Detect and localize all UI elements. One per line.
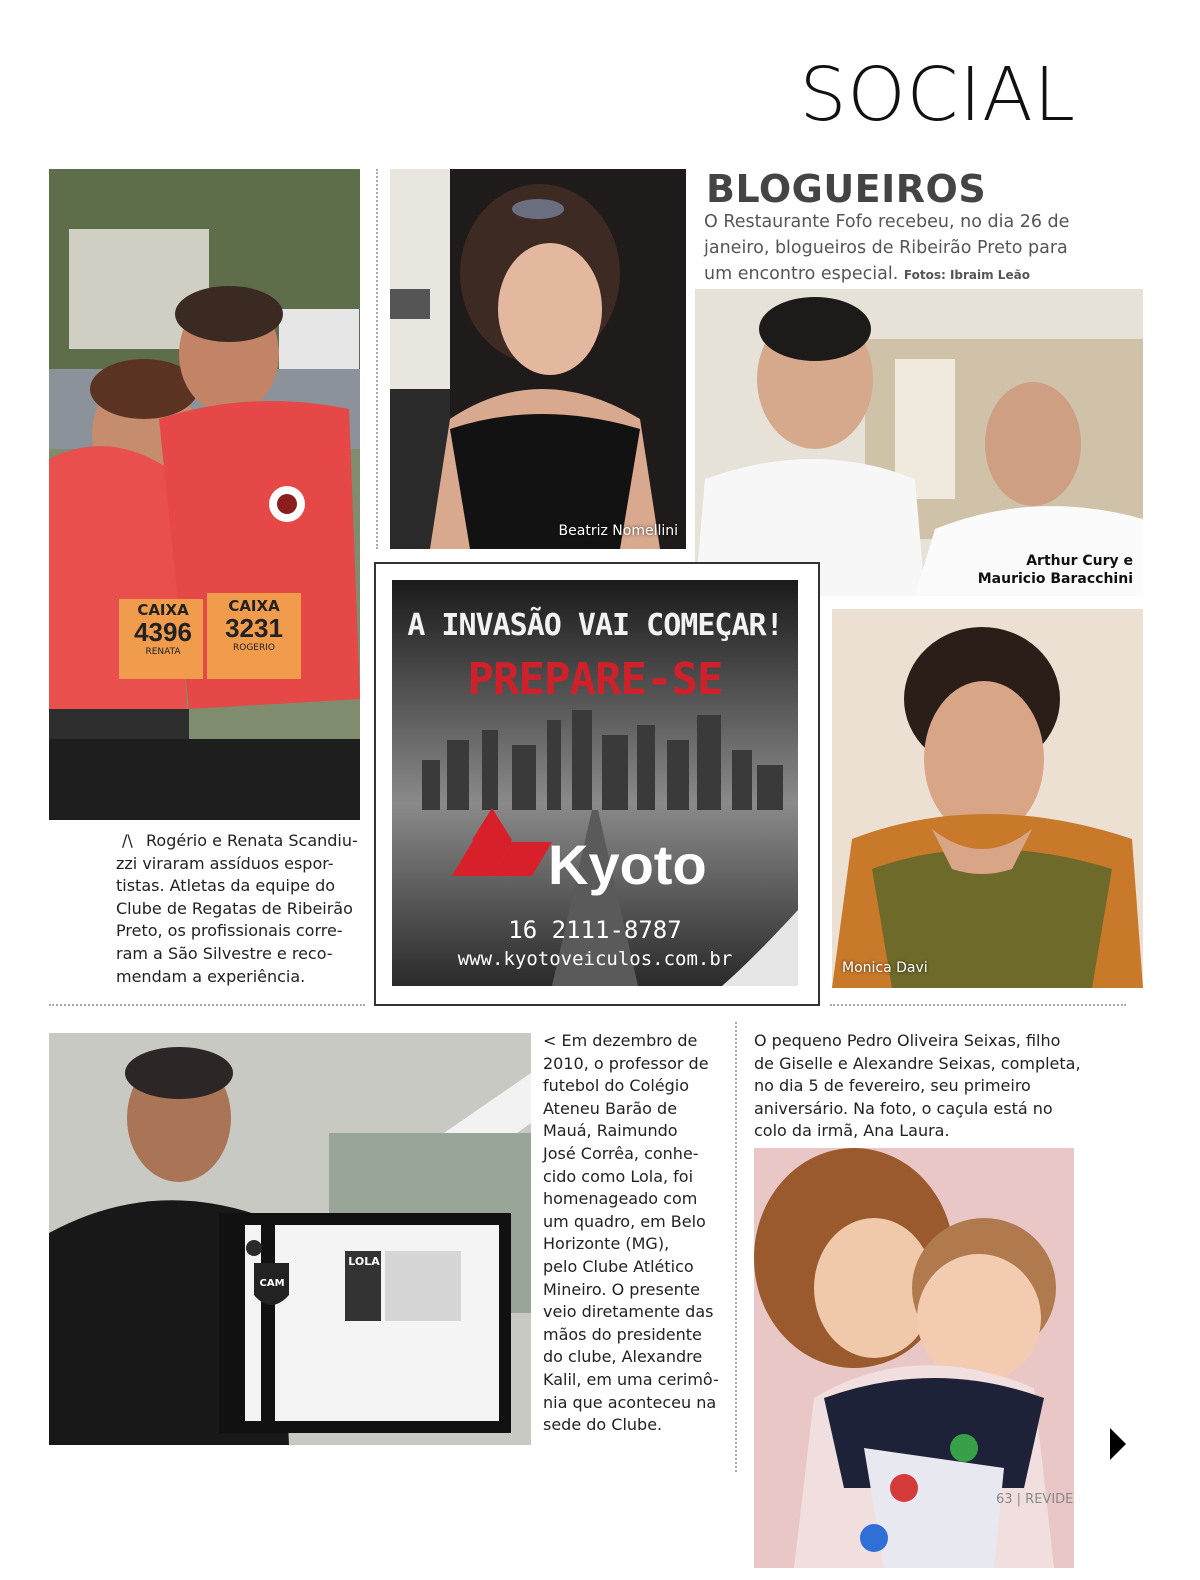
bib-number-2: 3231 bbox=[225, 613, 283, 643]
runners-caption-line: tistas. Atletas da equipe do bbox=[116, 876, 336, 896]
runners-caption-line: Preto, os profissionais corre- bbox=[116, 921, 343, 941]
next-page-arrow-icon[interactable] bbox=[1110, 1428, 1126, 1460]
pedro-caption-line: no dia 5 de fevereiro, seu primeiro bbox=[754, 1076, 1031, 1096]
ad-url-link[interactable]: www.kyotoveiculos.com.br bbox=[457, 948, 733, 970]
runners-caption-line: ram a São Silvestre e reco- bbox=[116, 943, 333, 963]
blogueiros-heading: BLOGUEIROS bbox=[706, 167, 987, 211]
ad-subheadline: PREPARE-SE bbox=[467, 654, 723, 705]
column-divider bbox=[735, 1022, 737, 1472]
runners-photo bbox=[49, 169, 360, 820]
lola-caption-line: Kalil, em uma cerimô- bbox=[543, 1369, 719, 1389]
monica-photo bbox=[832, 609, 1143, 988]
lola-caption-line: sede do Clube. bbox=[543, 1415, 663, 1435]
bib-number-1: 4396 bbox=[134, 617, 192, 647]
lola-caption bbox=[543, 1030, 723, 1437]
caption-line: Mauricio Baracchini bbox=[977, 571, 1133, 587]
section-divider bbox=[830, 1004, 1126, 1006]
kyoto-advertisement[interactable] bbox=[374, 562, 820, 1006]
blogueiros-intro-text: O Restaurante Fofo recebeu, no dia 26 de janeiro, blogueiros de Ribeirão Preto para um encontro especial. bbox=[704, 212, 1070, 284]
ad-headline: A INVASÃO VAI COMEÇAR! bbox=[407, 608, 783, 643]
monica-caption: Monica Davi bbox=[842, 960, 928, 976]
runners-caption-line: mendam a experiência. bbox=[116, 966, 306, 986]
lola-caption-line: Horizonte (MG), bbox=[543, 1234, 670, 1254]
plaque-name: LOLA bbox=[348, 1255, 380, 1268]
runners-caption bbox=[116, 830, 366, 988]
lola-caption-text: Em dezembro de bbox=[561, 1031, 698, 1050]
lola-caption-line: homenageado com bbox=[543, 1189, 698, 1209]
runners-caption-line: Clube de Regatas de Ribeirão bbox=[116, 898, 353, 918]
lola-caption-line: Ateneu Barão de bbox=[543, 1098, 678, 1118]
lola-caption-line: mãos do presidente bbox=[543, 1324, 702, 1344]
arthur-mauricio-photo bbox=[695, 289, 1143, 596]
lola-caption-line: Mauá, Raimundo bbox=[543, 1121, 678, 1141]
bib-sponsor-2: CAIXA bbox=[228, 597, 280, 615]
lola-photo bbox=[49, 1033, 531, 1445]
runners-caption-line: Rogério e Renata Scandiu- bbox=[146, 831, 358, 850]
pedro-caption-line: aniversário. Na foto, o caçula está no bbox=[754, 1098, 1053, 1118]
ad-brand: Kyoto bbox=[548, 833, 707, 896]
lola-caption-line: Mineiro. O presente bbox=[543, 1279, 700, 1299]
bib-name-2: ROGERIO bbox=[233, 643, 275, 653]
arthur-mauricio-caption bbox=[978, 552, 1133, 588]
pedro-caption-line: O pequeno Pedro Oliveira Seixas, filho bbox=[754, 1031, 1061, 1050]
blogueiros-intro bbox=[704, 209, 1084, 288]
runners-caption-line: zzi viraram assíduos espor- bbox=[116, 853, 334, 873]
lola-caption-line: cido como Lola, foi bbox=[543, 1166, 694, 1186]
caption-line: Arthur Cury e bbox=[1026, 553, 1133, 569]
bib-sponsor-1: CAIXA bbox=[137, 601, 189, 619]
beatriz-caption: Beatriz Nomellini bbox=[558, 523, 678, 539]
bib-name-1: RENATA bbox=[145, 647, 181, 657]
lola-caption-line: José Corrêa, conhe- bbox=[543, 1143, 699, 1163]
lola-caption-line: do clube, Alexandre bbox=[543, 1347, 703, 1367]
section-title: SOCIAL bbox=[799, 52, 1076, 138]
ad-panel bbox=[392, 580, 798, 986]
photo-credit: Fotos: Ibraim Leão bbox=[903, 268, 1030, 282]
ad-phone: 16 2111-8787 bbox=[508, 916, 682, 944]
caption-marker: < bbox=[543, 1031, 562, 1050]
lola-caption-line: um quadro, em Belo bbox=[543, 1211, 706, 1231]
lola-caption-line: nia que aconteceu na bbox=[543, 1392, 717, 1412]
page-folio: 63 | REVIDE bbox=[996, 1492, 1074, 1507]
caption-marker: /\ bbox=[122, 831, 133, 850]
lola-caption-line bbox=[543, 1030, 723, 1053]
beatriz-photo bbox=[390, 169, 686, 549]
section-divider bbox=[49, 1004, 365, 1006]
pedro-caption bbox=[754, 1030, 1084, 1143]
lola-caption-line: veio diretamente das bbox=[543, 1302, 714, 1322]
pedro-caption-line: colo da irmã, Ana Laura. bbox=[754, 1121, 950, 1141]
column-divider bbox=[376, 169, 378, 549]
pedro-caption-line: de Giselle e Alexandre Seixas, completa, bbox=[754, 1053, 1081, 1073]
plaque-club-abbr: CAM bbox=[259, 1278, 285, 1289]
lola-caption-line: pelo Clube Atlético bbox=[543, 1256, 694, 1276]
lola-caption-line: futebol do Colégio bbox=[543, 1076, 690, 1096]
lola-caption-line: 2010, o professor de bbox=[543, 1053, 709, 1073]
